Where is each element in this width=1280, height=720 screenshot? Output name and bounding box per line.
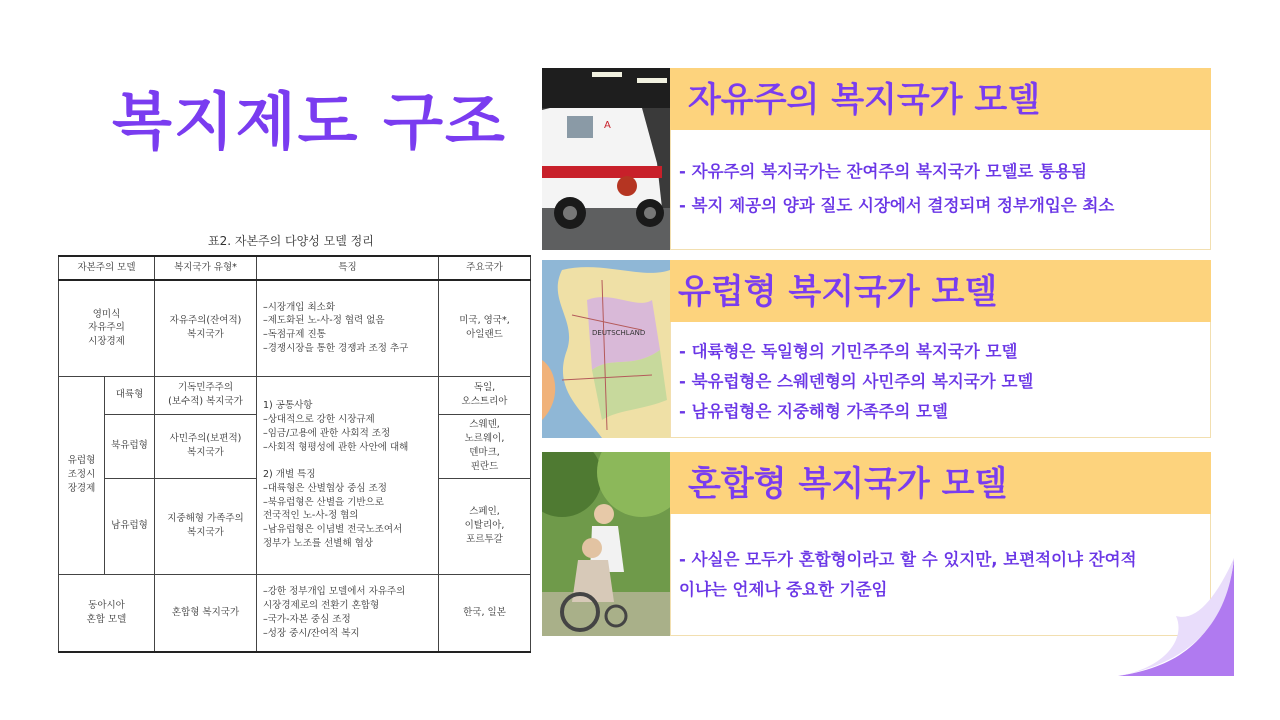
table-cell: 동아시아 혼합 모델 [59, 574, 155, 652]
card-line: - 복지 제공의 양과 질도 시장에서 결정되며 정부개입은 최소 [679, 196, 1115, 215]
table-cell: 남유럽형 [105, 478, 155, 574]
table-header-row [59, 256, 531, 280]
page-curl-decoration [1116, 558, 1236, 678]
wheelchair-photo [542, 452, 670, 636]
card-line: - 남유럽형은 지중해형 가족주의 모델 [679, 402, 948, 421]
table-row [59, 376, 531, 414]
card-heading: 자유주의 복지국가 모델 [688, 80, 1041, 120]
table-cell: 미국, 영국*, 아일랜드 [439, 280, 531, 376]
column-header: 특징 [257, 256, 439, 280]
card-heading: 혼합형 복지국가 모델 [688, 464, 1008, 504]
table-cell: 영미식 자유주의 시장경제 [59, 280, 155, 376]
table-cell: –시장개입 최소화 –제도화된 노-사-정 협력 없음 –독점규제 진통 –경쟁시장을 통한 경쟁과 조정 추구 [257, 280, 439, 376]
table-cell: 1) 공통사항 –상대적으로 강한 시장규제 –임금/고용에 관한 사회적 조정 –사회적 형평성에 관한 사안에 대해 2) 개별 특징 –대륙형은 산별협상 중심 조정 –북유럽형은 산별을 기반으로 전국적인 노-사-정 협의 –남유럽형은 이념별 전국노조여서 정부가 노조를 선별해 협상 [257, 376, 439, 574]
table-cell: 사민주의(보편적) 복지국가 [155, 414, 257, 478]
table-cell: 대륙형 [105, 376, 155, 414]
table-caption: 표2. 자본주의 다양성 모델 정리 [208, 234, 374, 248]
table-cell: 혼합형 복지국가 [155, 574, 257, 652]
table-cell: 독일, 오스트리아 [439, 376, 531, 414]
card-line: 이냐는 언제나 중요한 기준임 [679, 580, 888, 599]
card-body [670, 130, 1211, 250]
europe-map-photo [542, 260, 670, 438]
column-header: 주요국가 [439, 256, 531, 280]
card-heading-bar [670, 260, 1211, 322]
table-cell: 지중해형 가족주의 복지국가 [155, 478, 257, 574]
table-row [59, 280, 531, 376]
table-cell: 유럽형 조정시 장경제 [59, 376, 105, 574]
table-cell: 스페인, 이탈리아, 포르투갈 [439, 478, 531, 574]
liberal-model-card [542, 68, 1211, 250]
mixed-model-card [542, 452, 1211, 636]
card-line: - 사실은 모두가 혼합형이라고 할 수 있지만, 보편적이냐 잔여적 [679, 550, 1137, 569]
europe-model-card [542, 260, 1211, 438]
table-cell: 기독민주주의 (보수적) 복지국가 [155, 376, 257, 414]
table-cell: 자유주의(잔여적) 복지국가 [155, 280, 257, 376]
svg-text:DEUTSCHLAND: DEUTSCHLAND [592, 329, 646, 337]
table-cell: 북유럽형 [105, 414, 155, 478]
table-cell: 한국, 일본 [439, 574, 531, 652]
capitalism-model-table [58, 255, 531, 653]
card-line: - 북유럽형은 스웨덴형의 사민주의 복지국가 모델 [679, 372, 1034, 391]
card-line: - 자유주의 복지국가는 잔여주의 복지국가 모델로 통용됨 [679, 162, 1087, 181]
svg-text:A: A [604, 120, 611, 131]
card-body [670, 322, 1211, 438]
table-row [59, 574, 531, 652]
table-cell: –강한 정부개입 모델에서 자유주의 시장경제로의 전환기 혼합형 –국가-자본 중심 조정 –성장 중시/잔여적 복지 [257, 574, 439, 652]
column-header: 자본주의 모델 [59, 256, 155, 280]
card-heading-bar [670, 452, 1211, 514]
card-heading: 유럽형 복지국가 모델 [678, 272, 998, 312]
card-line: - 대륙형은 독일형의 기민주주의 복지국가 모델 [679, 342, 1018, 361]
card-heading-bar [670, 68, 1211, 130]
ambulance-photo [542, 68, 670, 250]
table-cell: 스웨덴, 노르웨이, 덴마크, 핀란드 [439, 414, 531, 478]
column-header: 복지국가 유형* [155, 256, 257, 280]
page-title: 복지제도 구조 [112, 85, 507, 158]
